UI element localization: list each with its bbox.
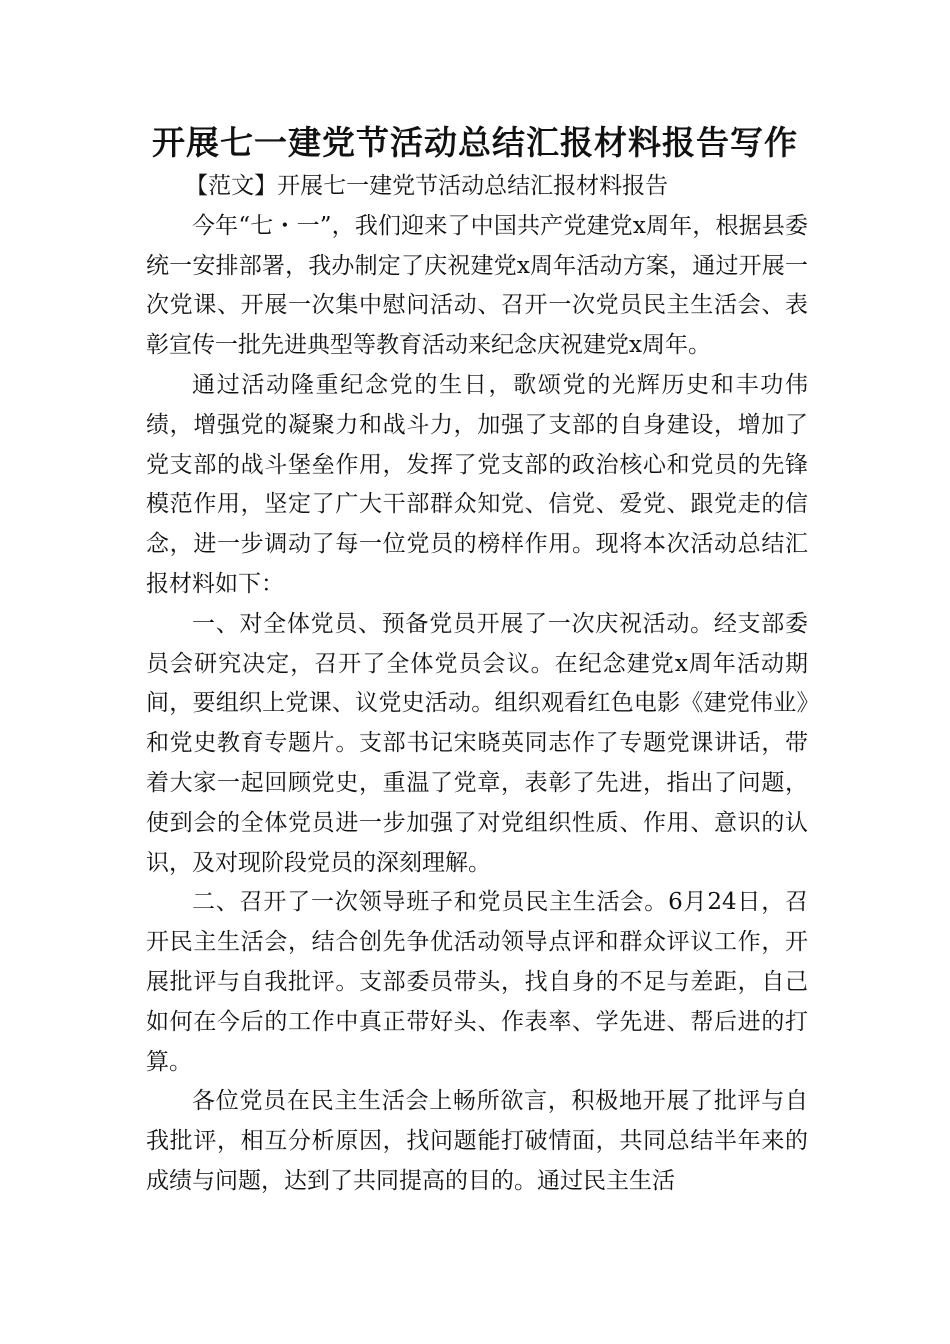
document-title: 开展七一建党节活动总结汇报材料报告写作 — [152, 123, 798, 162]
paragraph-intro: 今年“七・一”，我们迎来了中国共产党建党x周年，根据县委统一安排部署，我办制定了庆祝建党x周年活动方案，通过开展一次党课、开展一次集中慰问活动、召开一次党员民主生活会、表彰宣传一批先进典型等教育活动来纪念庆祝建党x周年。 — [146, 212, 808, 359]
paragraph-item-one: 一、对全体党员、预备党员开展了一次庆祝活动。经支部委员会研究决定，召开了全体党员会议。在纪念建党x周年活动期间，要组织上党课、议党史活动。组织观看红色电影《建党伟业》和党史教育专题片。支部书记宋晓英同志作了专题党课讲话，带着大家一起回顾党史，重温了党章，表彰了先进，指出了问题，使到会的全体党员进一步加强了对党组织性质、作用、意识的认识，及对现阶段党员的深刻理解。 — [146, 610, 808, 876]
paragraph-item-two: 二、召开了一次领导班子和党员民主生活会。6月24日，召开民主生活会，结合创先争优活动领导点评和群众评议工作，开展批评与自我批评。支部委员带头，找自身的不足与差距，自己如何在今后的工作中真正带好头、作表率、学先进、帮后进的打算。 — [146, 889, 808, 1075]
document-body — [146, 167, 808, 1202]
paragraph-discussion: 各位党员在民主生活会上畅所欲言，积极地开展了批评与自我批评，相互分析原因，找问题能打破情面，共同总结半年来的成绩与问题，达到了共同提高的目的。通过民主生活 — [146, 1088, 808, 1194]
paragraph-purpose: 通过活动隆重纪念党的生日，歌颂党的光辉历史和丰功伟绩，增强党的凝聚力和战斗力，加强了支部的自身建设，增加了党支部的战斗堡垒作用，发挥了党支部的政治核心和党员的先锋模范作用，坚定了广大干部群众知党、信党、爱党、跟党走的信念，进一步调动了每一位党员的榜样作用。现将本次活动总结汇报材料如下： — [146, 371, 808, 597]
subtitle-paragraph: 【范文】开展七一建党节活动总结汇报材料报告 — [185, 173, 669, 199]
